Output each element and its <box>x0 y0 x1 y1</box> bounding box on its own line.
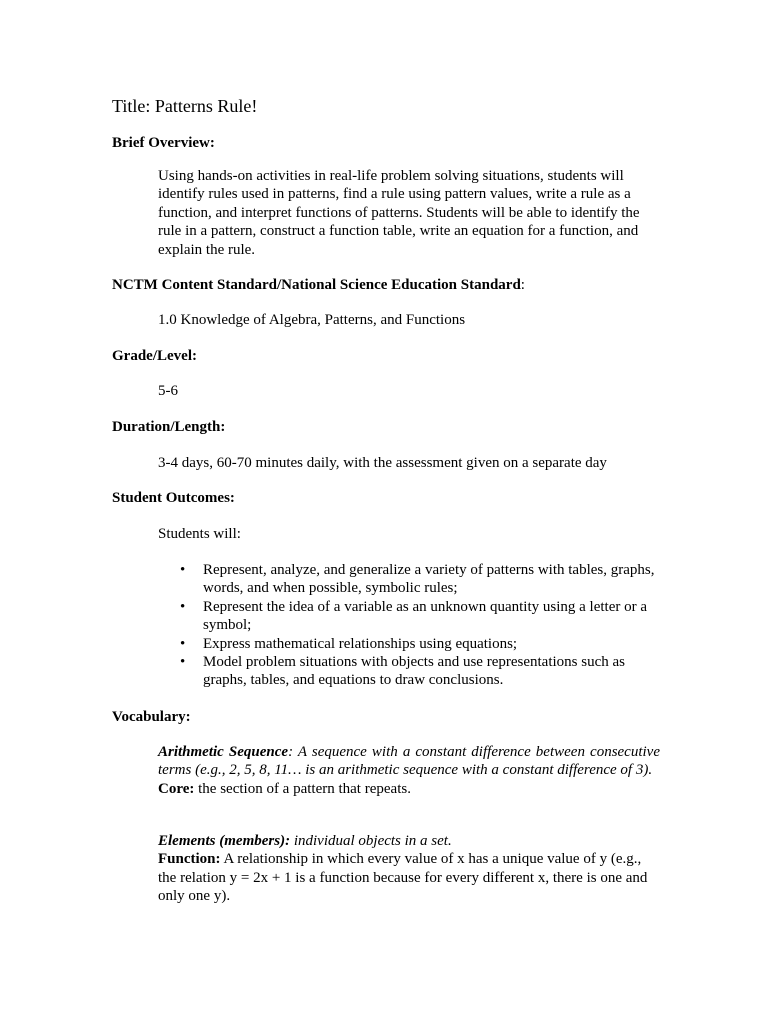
vocab-term: Arithmetic Sequence <box>158 744 289 760</box>
list-item-text: Represent, analyze, and generalize a variety of patterns with tables, graphs, words, and when possible, symbolic rules; <box>203 562 655 597</box>
vocab-term: Elements (members): <box>158 833 291 849</box>
outcomes-intro: Students will: <box>158 526 241 542</box>
vocab-definition: A relationship in which every value of x has a unique value of y (e.g., the relation y = 2x + 1 is a function because for every different x, there is one and only one y). <box>158 851 648 905</box>
vocab-definition: : A sequence with a constant difference between consecutive terms (e.g., 2, 5, 8, 11… is an arithmetic sequence with a constant difference of 3). <box>158 744 660 779</box>
standard-heading-label: NCTM Content Standard/National Science Education Standard <box>112 277 521 293</box>
bullet-icon: • <box>180 598 186 615</box>
outcomes-heading: Student Outcomes: <box>112 490 235 506</box>
grade-heading: Grade/Level: <box>112 348 197 364</box>
vocab-entry-arithmetic-sequence <box>158 743 660 780</box>
list-item <box>158 598 658 635</box>
vocab-entry-function <box>158 850 660 905</box>
list-item-text: Express mathematical relationships using equations; <box>203 635 518 652</box>
vocabulary-group-2 <box>158 832 660 906</box>
vocab-entry-core <box>158 780 660 798</box>
duration-heading: Duration/Length: <box>112 419 226 435</box>
vocabulary-heading: Vocabulary: <box>112 709 191 725</box>
vocab-definition: the section of a pattern that repeats. <box>194 780 411 797</box>
document-title: Title: Patterns Rule! <box>112 96 258 116</box>
duration-text: 3-4 days, 60-70 minutes daily, with the assessment given on a separate day <box>158 455 607 471</box>
list-item-text: Represent the idea of a variable as an unknown quantity using a letter or a symbol; <box>203 598 648 634</box>
vocab-term: Core: <box>158 780 195 797</box>
vocabulary-group-1 <box>158 743 660 798</box>
vocab-entry-elements <box>158 832 660 850</box>
bullet-icon: • <box>180 635 186 652</box>
overview-heading: Brief Overview: <box>112 135 215 151</box>
bullet-icon: • <box>180 562 186 578</box>
bullet-icon: • <box>180 654 186 671</box>
standard-text: 1.0 Knowledge of Algebra, Patterns, and Functions <box>158 312 466 328</box>
list-item-text: Model problem situations with objects and use representations such as graphs, tables, and equations to draw conclusions. <box>203 654 625 689</box>
standard-heading <box>112 276 525 294</box>
grade-text: 5-6 <box>158 383 178 399</box>
list-item <box>158 635 658 653</box>
outcomes-list <box>158 561 658 690</box>
vocab-term: Function: <box>158 851 221 868</box>
vocab-definition: individual objects in a set. <box>290 833 452 849</box>
list-item <box>158 561 658 598</box>
standard-heading-colon: : <box>520 277 525 293</box>
list-item <box>158 653 658 690</box>
overview-paragraph: Using hands-on activities in real-life problem solving situations, students will identify rules used in patterns, find a rule using pattern values, write a rule as a function, and interpret functions of patterns. Students will be able to identify the rule in a pattern, construct a function table, write an equation for a function, and explain the rule. <box>158 168 640 258</box>
